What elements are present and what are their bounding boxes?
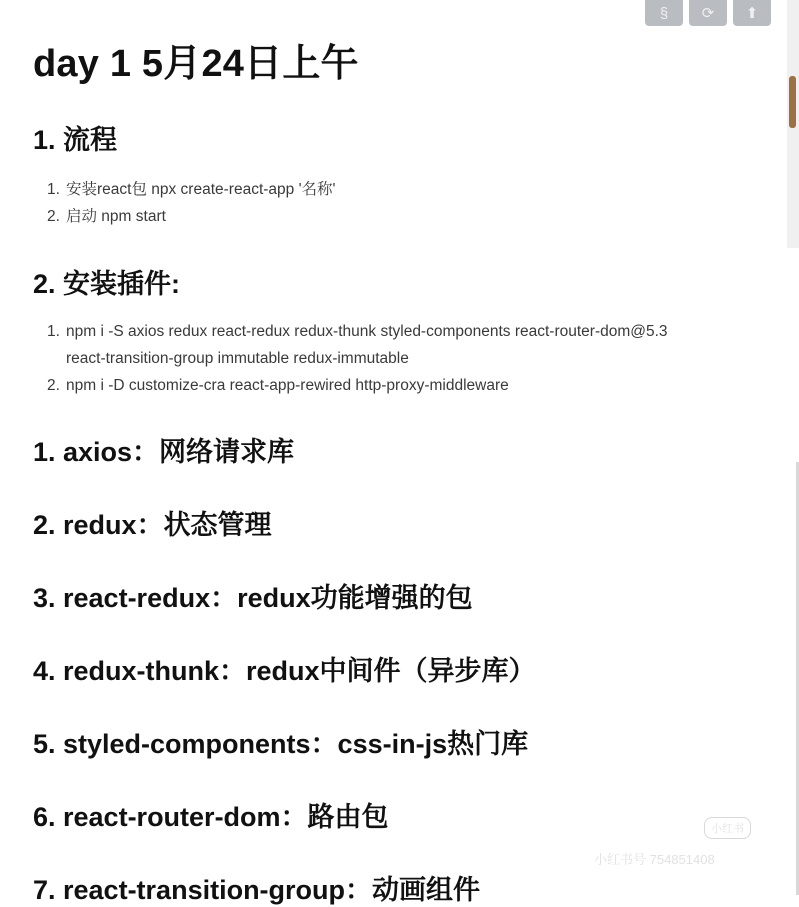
package-heading-axios: 1. axios：网络请求库 [33,437,295,467]
list-item: 1. npm i -S axios redux react-redux redux-thunk styled-components react-router-dom@5.3 react-transition-group immutable redux-immutable [47,323,668,367]
watermark [594,817,764,869]
section-heading-install: 2. 安装插件: [33,269,181,299]
doc-toolbar [645,0,771,26]
list-item: 2. npm i -D customize-cra react-app-rewired http-proxy-middleware [47,377,509,394]
package-heading-redux-thunk: 4. redux-thunk：redux中间件（异步库） [33,656,536,686]
list-item: 1. 安装react包 npx create-react-app '名称' [47,181,336,198]
watermark-logo: 小红书 [704,817,751,839]
package-heading-react-redux: 3. react-redux：redux功能增强的包 [33,583,473,613]
watermark-id: 小红书号 754851408 [594,852,715,867]
install-list [33,318,668,399]
section-icon[interactable]: § [645,0,683,26]
page-title: day 1 5月24日上午 [33,43,359,85]
list-item: 2. 启动 npm start [47,208,166,225]
scrollbar-thumb[interactable] [789,76,796,128]
section-heading-flow: 1. 流程 [33,125,118,155]
scroll-top-icon[interactable]: ⬆ [733,0,771,26]
refresh-icon[interactable]: ⟳ [689,0,727,26]
package-heading-react-router-dom: 6. react-router-dom：路由包 [33,802,389,832]
package-heading-styled-components: 5. styled-components：css-in-js热门库 [33,729,529,759]
vertical-scrollbar[interactable] [787,0,799,248]
flow-list [33,176,336,230]
package-heading-react-transition-group: 7. react-transition-group：动画组件 [33,875,481,905]
package-heading-redux: 2. redux：状态管理 [33,510,272,540]
